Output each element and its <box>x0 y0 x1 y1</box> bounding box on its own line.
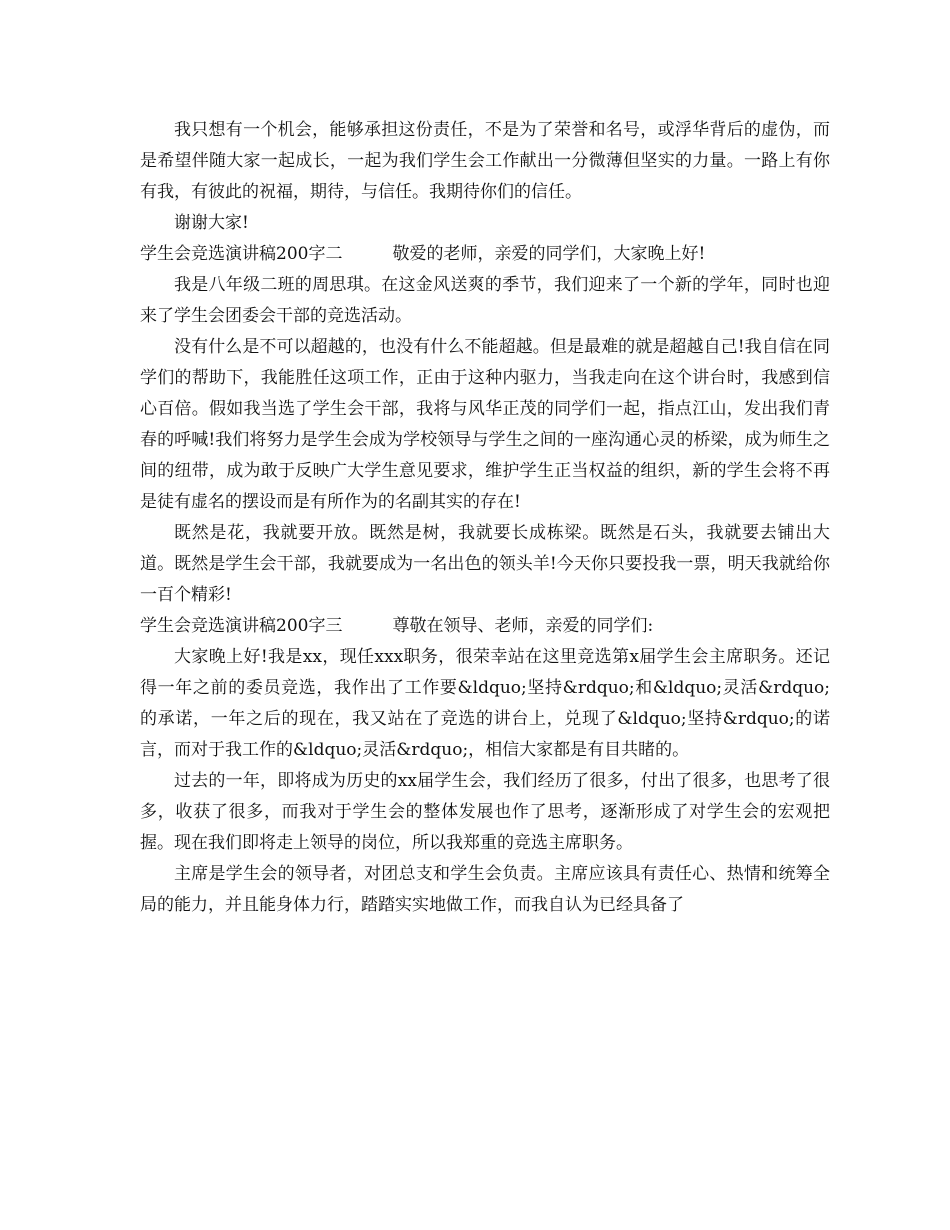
paragraph: 大家晚上好!我是xx，现任xxx职务，很荣幸站在这里竞选第x届学生会主席职务。还记得一年之前的委员竞选，我作出了工作要&ldquo;坚持&rdquo;和&ldquo;灵活&rdquo; 的承诺，一年之后的现在，我又站在了竞选的讲台上，兑现了&ldquo;坚持&rdquo;的诺言，而对于我工作的&ldquo;灵活&rdquo;，相信大家都是有目共睹的。 <box>140 647 830 760</box>
section-heading <box>140 611 830 642</box>
section-greeting: 敬爱的老师，亲爱的同学们，大家晚上好! <box>392 244 706 264</box>
paragraph: 过去的一年，即将成为历史的xx届学生会，我们经历了很多，付出了很多，也思考了很多，收获了很多，而我对于学生会的整体发展也作了思考，逐渐形成了对学生会的宏观把握。现在我们即将走上领导的岗位，所以我郑重的竞选主席职务。 <box>140 771 830 853</box>
paragraph: 我只想有一个机会，能够承担这份责任，不是为了荣誉和名号，或浮华背后的虚伪，而是希望伴随大家一起成长，一起为我们学生会工作献出一分微薄但坚实的力量。一路上有你有我，有彼此的祝福，期待，与信任。我期待你们的信任。 <box>140 120 830 202</box>
paragraph: 我是八年级二班的周思琪。在这金风送爽的季节，我们迎来了一个新的学年，同时也迎来了学生会团委会干部的竞选活动。 <box>140 275 830 326</box>
section-title: 学生会竞选演讲稿200字三 <box>140 616 343 636</box>
document-body <box>140 115 830 921</box>
paragraph: 主席是学生会的领导者，对团总支和学生会负责。主席应该具有责任心、热情和统筹全局的能力，并且能身体力行，踏踏实实地做工作，而我自认为已经具备了 <box>140 864 830 915</box>
paragraph: 谢谢大家! <box>174 213 249 233</box>
section-greeting: 尊敬在领导、老师，亲爱的同学们: <box>392 616 654 636</box>
section-heading <box>140 239 830 270</box>
section-title: 学生会竞选演讲稿200字二 <box>140 244 343 264</box>
paragraph: 没有什么是不可以超越的，也没有什么不能超越。但是最难的就是超越自己!我自信在同学们的帮助下，我能胜任这项工作，正由于这种内驱力，当我走向在这个讲台时，我感到信心百倍。假如我当选了学生会干部，我将与风华正茂的同学们一起，指点江山，发出我们青春的呼喊!我们将努力是学生会成为学校领导与学生之间的一座沟通心灵的桥梁，成为师生之间的纽带，成为敢于反映广大学生意见要求，维护学生正当权益的组织，新的学生会将不再是徒有虚名的摆设而是有所作为的名副其实的存在! <box>140 337 830 512</box>
paragraph: 既然是花，我就要开放。既然是树，我就要长成栋梁。既然是石头，我就要去铺出大道。既然是学生会干部，我就要成为一名出色的领头羊!今天你只要投我一票，明天我就给你一百个精彩! <box>140 523 830 605</box>
